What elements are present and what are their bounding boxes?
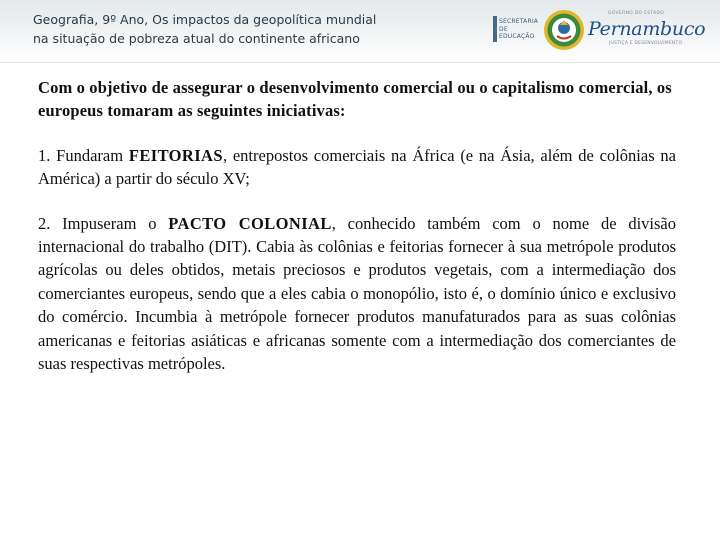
secretaria-educacao-logo	[493, 16, 539, 42]
brand-name: Pernambuco	[588, 18, 706, 40]
item-1-suffix: , entrepostos comerciais na África (e na Ásia, além de colônias na América) a partir do século XV;	[38, 145, 676, 189]
item-2-paragraph	[38, 212, 676, 376]
brand-tagline: JUSTIÇA E DESENVOLVIMENTO	[609, 41, 683, 46]
item-1-paragraph	[38, 144, 676, 191]
item-2-prefix: 2. Impuseram o	[38, 213, 169, 233]
secretaria-line-2: DE EDUCAÇÃO	[499, 25, 535, 40]
slide-header	[0, 0, 720, 63]
item-1-bold: FEITORIAS	[128, 145, 223, 165]
brand-gov: GOVERNO DO ESTADO	[608, 11, 665, 16]
slide-content	[38, 76, 676, 375]
secretaria-text	[499, 18, 539, 41]
item-2-bold: PACTO COLONIAL	[168, 213, 332, 233]
intro-paragraph: Com o objetivo de assegurar o desenvolvimento comercial ou o capitalismo comercial, os europeus tomaram as seguintes iniciativas:	[38, 78, 672, 121]
secretaria-line-1: SECRETARIA	[499, 18, 539, 25]
slide-title-line-1: Geografia, 9º Ano, Os impactos da geopolítica mundial	[33, 12, 377, 27]
slide-title	[33, 10, 433, 48]
pernambuco-logo	[586, 10, 706, 50]
state-seal-icon	[543, 9, 585, 51]
item-2-suffix: , conhecido também com o nome de divisão internacional do trabalho (DIT). Cabia às colônias e feitorias fornecer à sua metrópole produtos agrícolas ou deles obtidos, metais preciosos e produtos vegetais, com a intermediação dos comerciantes europeus, sendo que a eles cabia o monopólio, isto é, o domínio único e exclusivo do comércio. Incumbia à metrópole fornecer produtos manufaturados para as suas colônias americanas e feitorias asiáticas e africanas somente com a intermediação dos comerciantes de suas respectivas metrópoles.	[38, 213, 676, 374]
logo-bar	[493, 16, 497, 42]
item-1-prefix: 1. Fundaram	[38, 145, 129, 165]
slide-title-line-2: na situação de pobreza atual do continente africano	[33, 31, 360, 46]
